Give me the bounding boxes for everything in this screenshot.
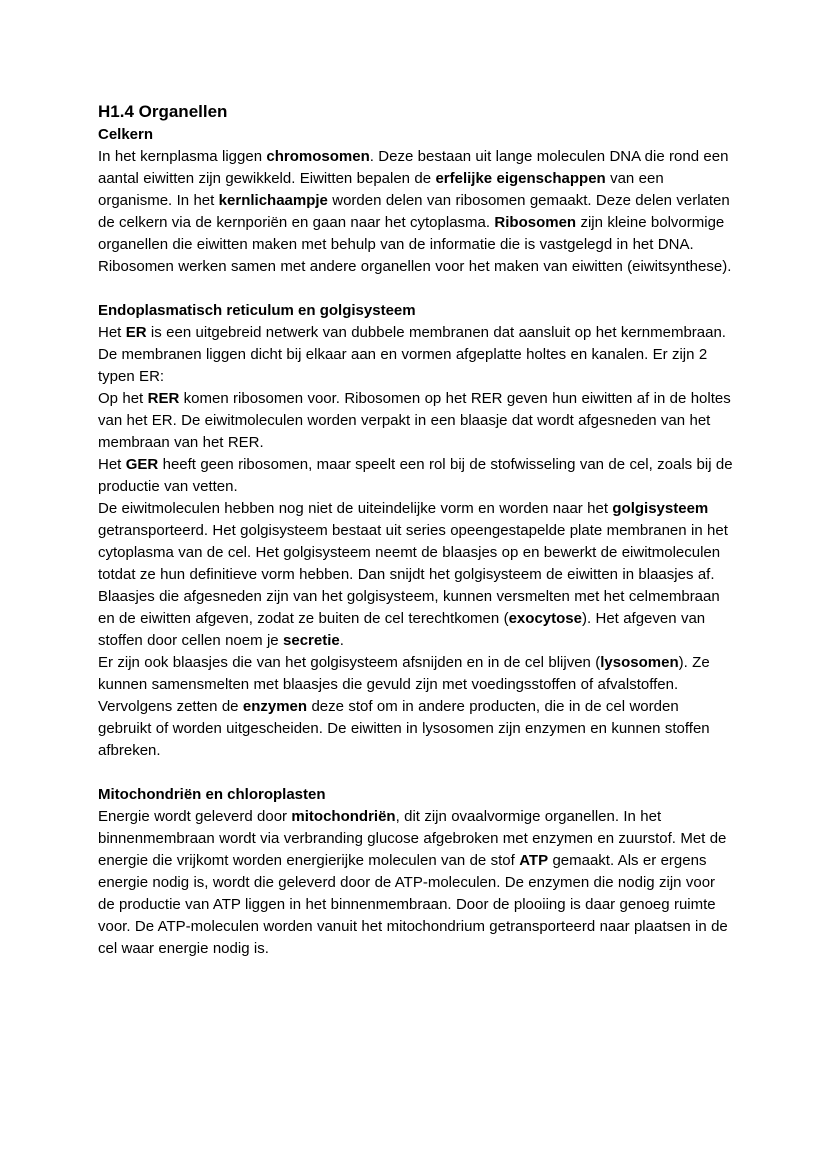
- paragraph: [98, 454, 733, 498]
- text-run: . Deze bestaan uit lange moleculen DNA die rond een aantal eiwitten zijn gewikkeld. Eiwitten bepalen de: [98, 148, 729, 187]
- text-run: , dit zijn ovaalvormige organellen. In het binnenmembraan wordt via verbranding glucose afgebroken met enzymen en zuurstof. Met de energie die vrijkomt worden energierijke moleculen van de stof: [98, 808, 727, 869]
- section-1: [98, 300, 733, 762]
- bold-text-run: kernlichaampje: [218, 192, 328, 209]
- text-run: .: [339, 632, 344, 649]
- bold-text-run: RER: [147, 390, 180, 407]
- page-title: H1.4 Organellen: [98, 102, 228, 121]
- text-run: De eiwitmoleculen hebben nog niet de uiteindelijke vorm en worden naar het: [98, 500, 613, 517]
- paragraph: [98, 146, 733, 278]
- bold-text-run: GER: [125, 456, 159, 473]
- section-heading: Mitochondriën en chloroplasten: [98, 786, 326, 803]
- text-run: ). Het afgeven van stoffen door cellen noem je: [98, 610, 706, 649]
- bold-text-run: golgisysteem: [612, 500, 709, 517]
- text-run: In het kernplasma liggen: [98, 148, 267, 165]
- bold-text-run: ER: [125, 324, 147, 341]
- bold-text-run: erfelijke eigenschappen: [435, 170, 606, 187]
- text-run: komen ribosomen voor. Ribosomen op het RER geven hun eiwitten af in de holtes van het ER. De eiwitmoleculen worden verpakt in een blaasje dat wordt afgesneden van het membraan van het RER.: [98, 390, 731, 451]
- text-run: van een organisme. In het: [98, 170, 664, 209]
- paragraph: [98, 652, 733, 762]
- bold-text-run: Ribosomen: [494, 214, 577, 231]
- paragraph: [98, 498, 733, 652]
- section-heading: Celkern: [98, 126, 154, 143]
- text-run: heeft geen ribosomen, maar speelt een rol bij de stofwisseling van de cel, zoals bij de productie van vetten.: [98, 456, 733, 495]
- text-run: gemaakt. Als er ergens energie nodig is, wordt die geleverd door de ATP-moleculen. De enzymen die nodig zijn voor de productie van ATP liggen in het binnenmembraan. Door de plooiing is daar genoeg ruimte voor. De ATP-moleculen worden vanuit het mitochondrium getransporteerd naar plaatsen in de cel waar energie nodig is.: [98, 852, 728, 957]
- text-run: worden delen van ribosomen gemaakt. Deze delen verlaten de celkern via de kernporiën en gaan naar het cytoplasma.: [98, 192, 730, 231]
- paragraph: [98, 806, 733, 960]
- text-run: Het: [98, 324, 126, 341]
- bold-text-run: secretie: [283, 632, 340, 649]
- text-run: deze stof om in andere producten, die in de cel worden gebruikt of worden uitgescheiden. De eiwitten in lysosomen zijn enzymen en kunnen stoffen afbreken.: [98, 698, 710, 759]
- text-run: getransporteerd. Het golgisysteem bestaat uit series opeengestapelde plate membranen in het cytoplasma van de cel. Het golgisysteem neemt de blaasjes op en bewerkt de eiwitmoleculen totdat ze hun definitieve vorm hebben. Dan snijdt het golgisysteem de eiwitten in blaasjes af. Blaasjes die afgesneden zijn van het golgisysteem, kunnen versmelten met het celmembraan en de eiwitten afgeven, zodat ze buiten de cel terechtkomen (: [98, 522, 728, 627]
- bold-text-run: exocytose: [508, 610, 582, 627]
- bold-text-run: ATP: [519, 852, 549, 869]
- document-sections: [98, 124, 733, 960]
- text-run: Er zijn ook blaasjes die van het golgisysteem afsnijden en in de cel blijven (: [98, 654, 601, 671]
- section-heading: Endoplasmatisch reticulum en golgisysteem: [98, 302, 416, 319]
- text-run: Energie wordt geleverd door: [98, 808, 292, 825]
- paragraph: [98, 322, 733, 388]
- text-run: Het: [98, 456, 126, 473]
- text-run: Op het: [98, 390, 148, 407]
- bold-text-run: lysosomen: [600, 654, 679, 671]
- section-0: [98, 124, 733, 278]
- paragraph: [98, 388, 733, 454]
- bold-text-run: mitochondriën: [291, 808, 396, 825]
- text-run: zijn kleine bolvormige organellen die eiwitten maken met behulp van de informatie die is vastgelegd in het DNA. Ribosomen werken samen met andere organellen voor het maken van eiwitten (eiwitsynthese).: [98, 214, 732, 275]
- bold-text-run: chromosomen: [266, 148, 370, 165]
- bold-text-run: enzymen: [242, 698, 308, 715]
- text-run: ). Ze kunnen samensmelten met blaasjes die gevuld zijn met voedingsstoffen of afvalstoffen. Vervolgens zetten de: [98, 654, 710, 715]
- section-2: [98, 784, 733, 960]
- text-run: is een uitgebreid netwerk van dubbele membranen dat aansluit op het kernmembraan. De membranen liggen dicht bij elkaar aan en vormen afgeplatte holtes en kanalen. Er zijn 2 typen ER:: [98, 324, 726, 385]
